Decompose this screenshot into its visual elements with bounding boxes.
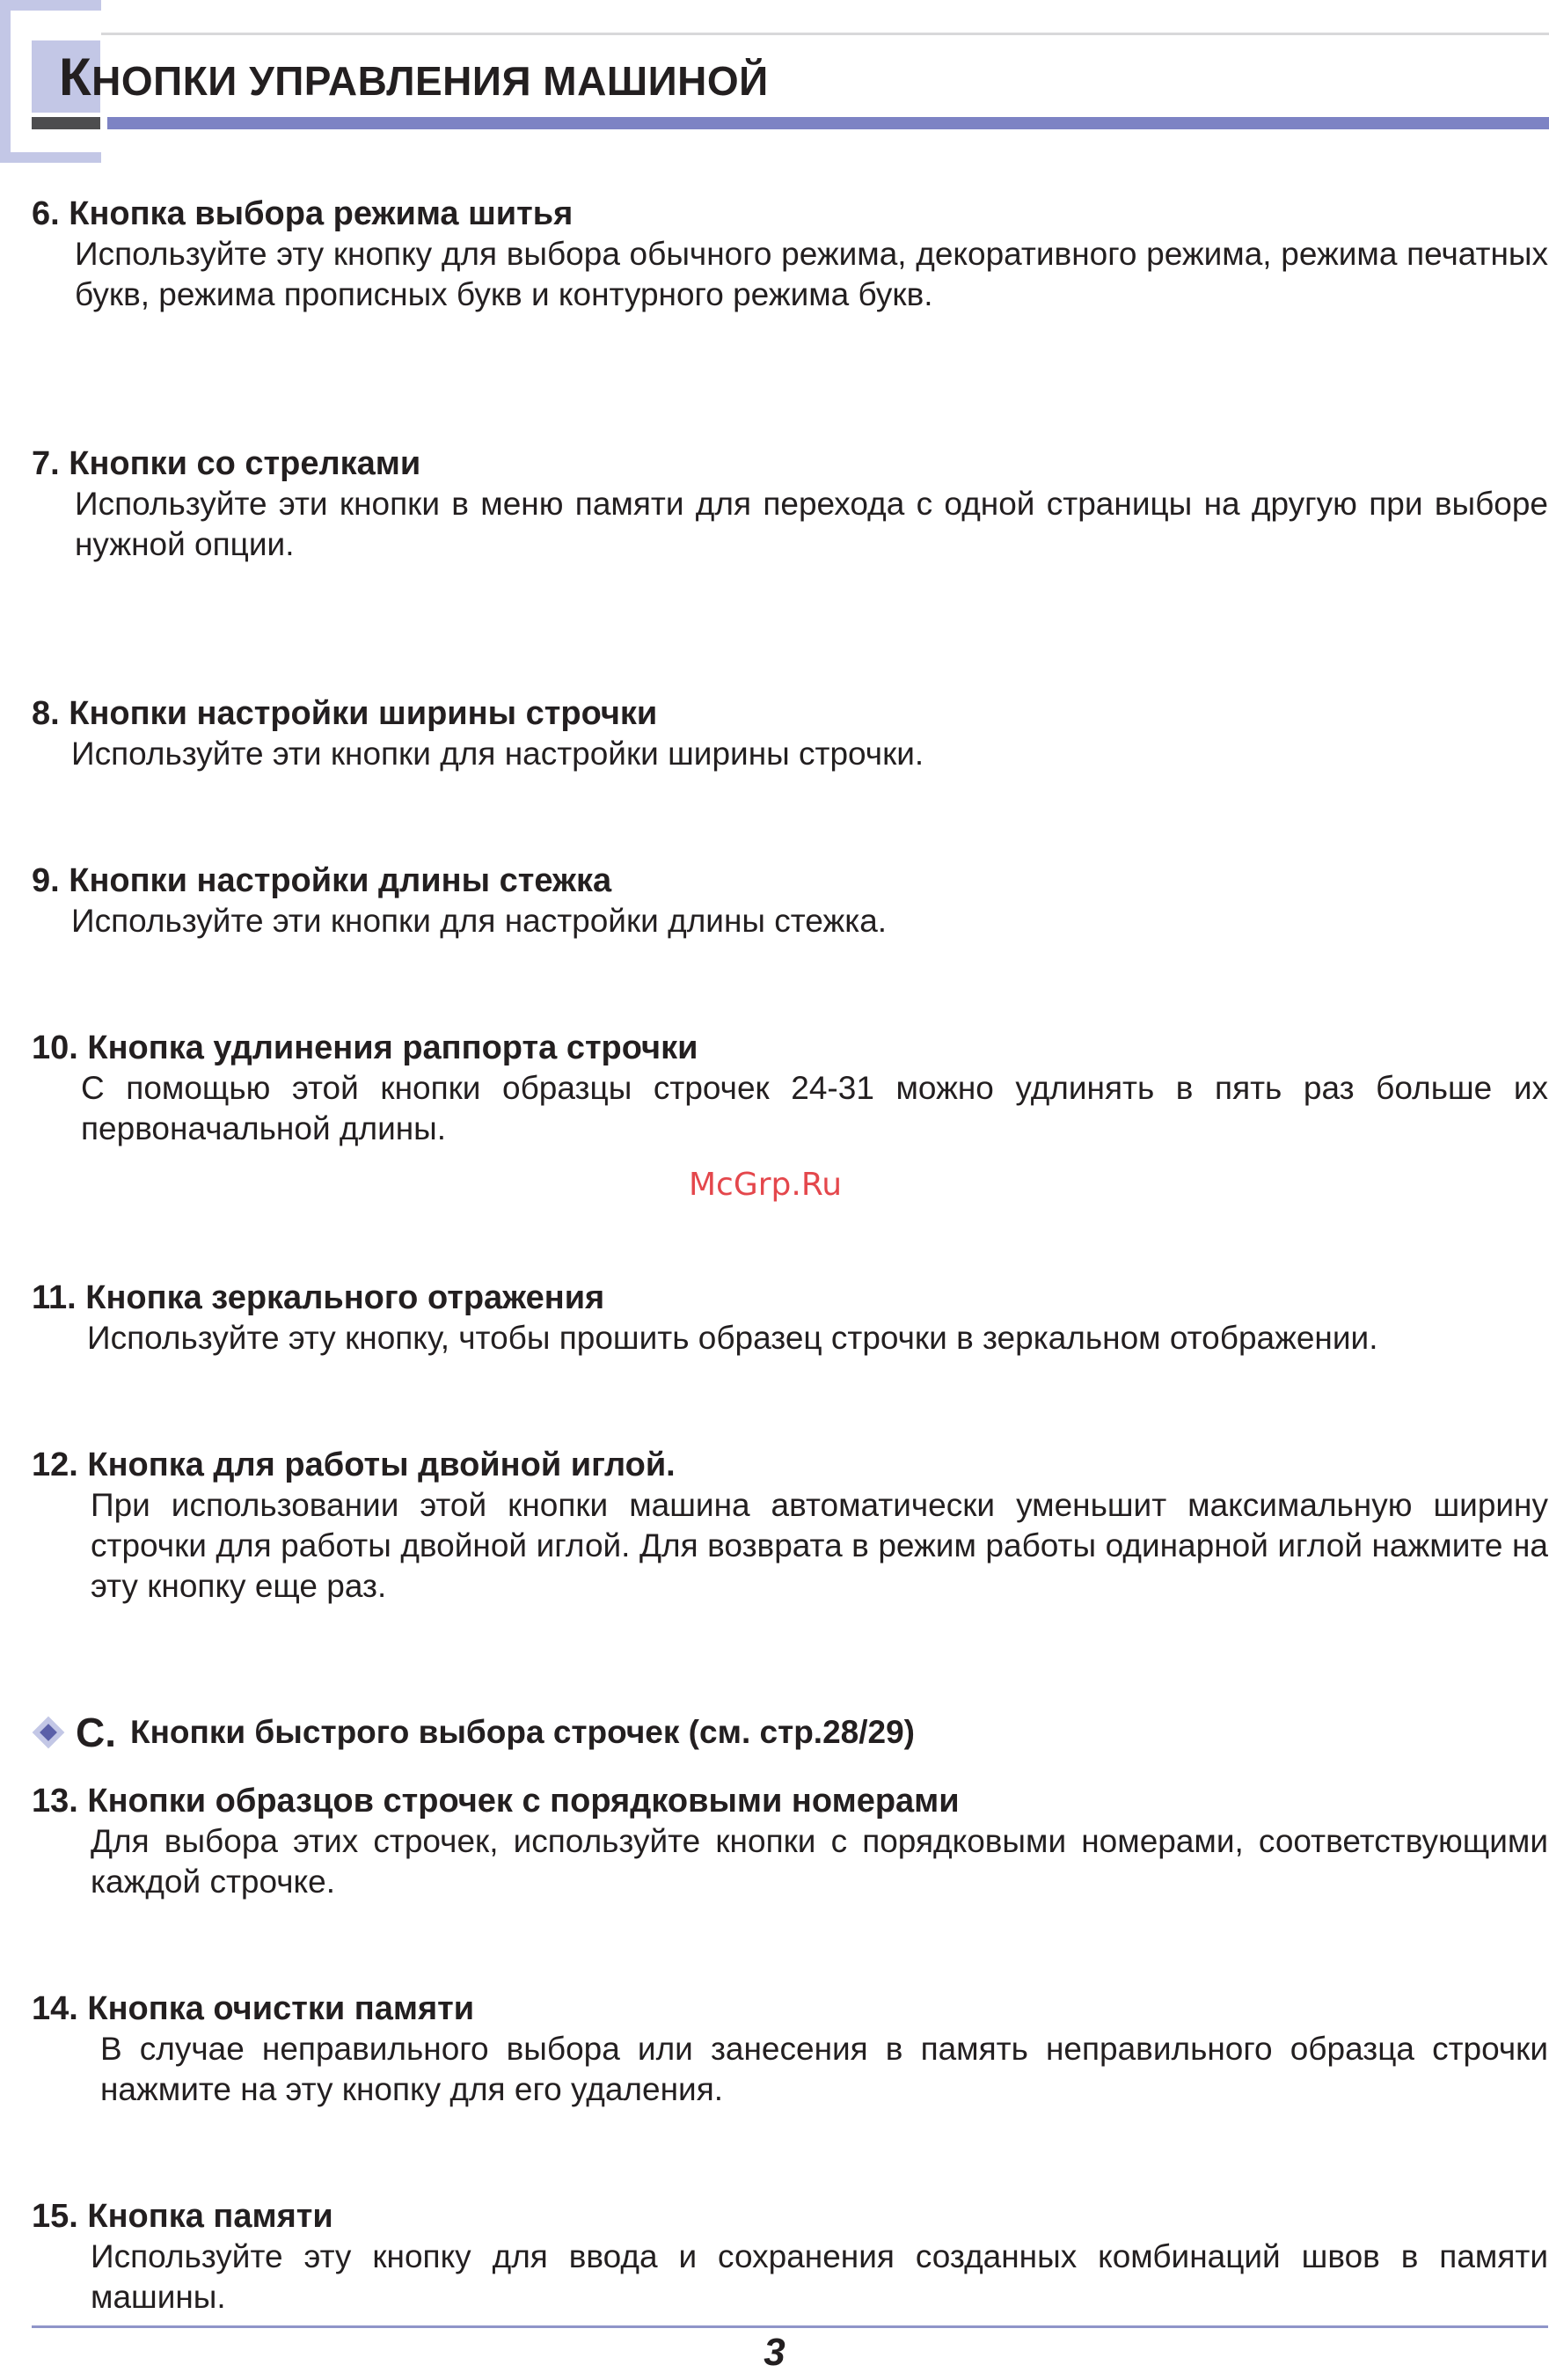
item-8 <box>32 693 1548 774</box>
item-11 <box>32 1278 1548 1358</box>
item-heading: 9. Кнопки настройки длины стежка <box>32 862 612 899</box>
item-6 <box>32 194 1548 315</box>
item-10 <box>32 1028 1548 1149</box>
item-body: Используйте эту кнопку для ввода и сохранения созданных комбинаций швов в памяти машины. <box>91 2238 1548 2315</box>
item-body: Используйте эти кнопки в меню памяти для перехода с одной страницы на другую при выборе нужной опции. <box>75 486 1548 562</box>
header-bracket-top <box>0 0 101 11</box>
item-body: Используйте эту кнопку для выбора обычного режима, декоративного режима, режима печатных букв, режима прописных букв и контурного режима букв. <box>75 236 1548 312</box>
page-number: 3 <box>764 2331 785 2374</box>
footer-rule <box>32 2325 1548 2328</box>
item-12 <box>32 1445 1548 1607</box>
item-heading: 8. Кнопки настройки ширины строчки <box>32 695 658 732</box>
section-title: Кнопки быстрого выбора строчек (см. стр.28/29) <box>130 1714 915 1750</box>
item-body: Для выбора этих строчек, используйте кнопки с порядковыми номерами, соответствующими каждой строчке. <box>91 1823 1548 1900</box>
item-15 <box>32 2196 1548 2318</box>
item-heading: 6. Кнопка выбора режима шитья <box>32 195 574 232</box>
header-bracket-left <box>0 0 11 163</box>
page-title-initial: К <box>59 48 92 106</box>
item-heading: 14. Кнопка очистки памяти <box>32 1990 475 2027</box>
section-c-heading <box>32 1709 1548 1756</box>
item-body: При использовании этой кнопки машина автоматически уменьшит максимальную ширину строчки для работы двойной иглой. Для возврата в режим работы одинарной иглой нажмите на эту кнопку еще раз. <box>91 1487 1548 1604</box>
item-7 <box>32 443 1548 565</box>
page-title <box>59 48 769 106</box>
item-13 <box>32 1781 1548 1902</box>
item-body: Используйте эти кнопки для настройки ширины строчки. <box>71 736 924 772</box>
page-title-rest: НОПКИ УПРАВЛЕНИЯ МАШИНОЙ <box>91 58 769 104</box>
item-heading: 12. Кнопка для работы двойной иглой. <box>32 1446 676 1483</box>
item-heading: 7. Кнопки со стрелками <box>32 445 421 482</box>
item-heading: 10. Кнопка удлинения раппорта строчки <box>32 1029 698 1066</box>
item-9 <box>32 860 1548 941</box>
item-14 <box>32 1988 1548 2110</box>
item-body: В случае неправильного выбора или занесения в память неправильного образца строчки нажмите на эту кнопку для его удаления. <box>100 2031 1548 2107</box>
content <box>32 194 1548 2318</box>
watermark: McGrp.Ru <box>689 1167 843 1203</box>
header-bracket-bottom <box>0 152 101 163</box>
header-top-rule <box>101 33 1549 35</box>
item-heading: 15. Кнопка памяти <box>32 2198 333 2235</box>
item-body: С помощью этой кнопки образцы строчек 24-31 можно удлинять в пять раз больше их первоначальной длины. <box>81 1070 1548 1146</box>
item-body: Используйте эту кнопку, чтобы прошить образец строчки в зеркальном отображении. <box>87 1320 1378 1356</box>
header-dark-bar <box>32 117 100 129</box>
item-heading: 11. Кнопка зеркального отражения <box>32 1279 605 1316</box>
header-underline-bar <box>107 117 1549 129</box>
item-body: Используйте эти кнопки для настройки длины стежка. <box>71 903 888 939</box>
item-heading: 13. Кнопки образцов строчек с порядковыми номерами <box>32 1783 960 1820</box>
section-letter: C. <box>76 1710 116 1755</box>
diamond-bullet-icon <box>32 1716 65 1749</box>
